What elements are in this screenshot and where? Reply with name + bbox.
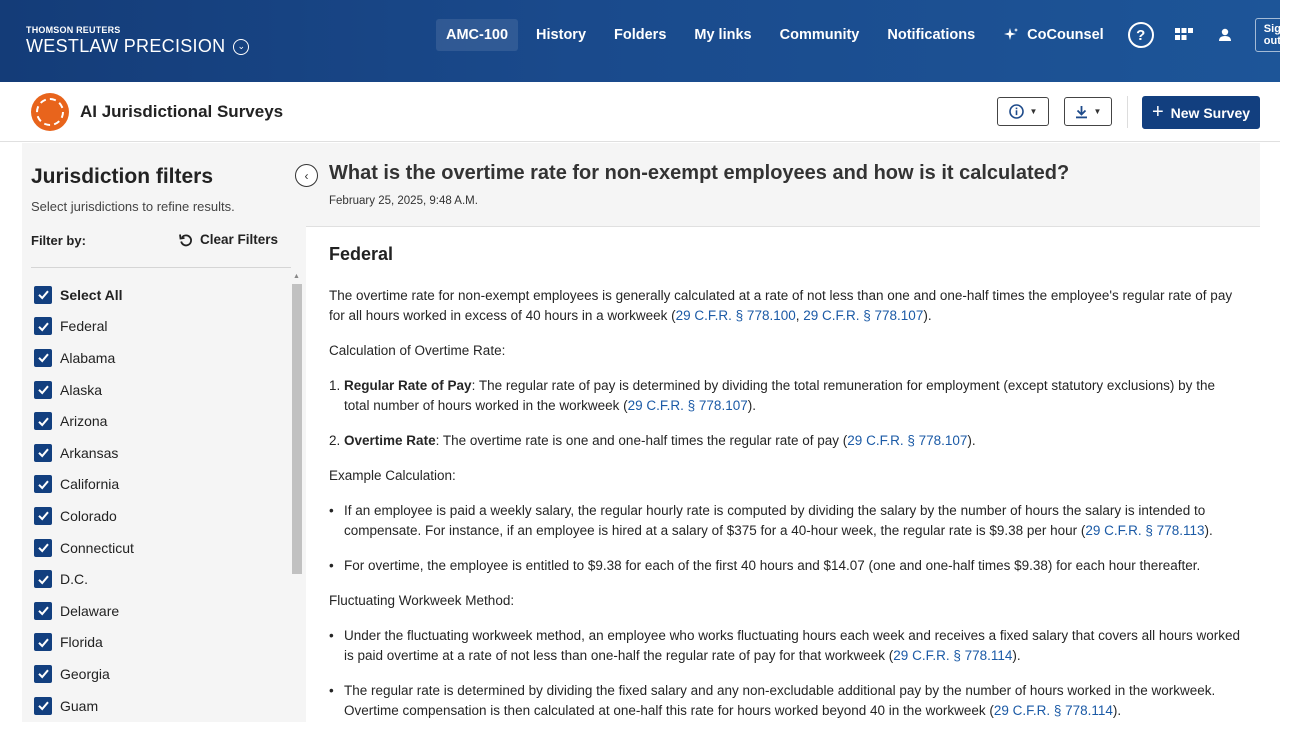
example-list bbox=[329, 501, 1244, 576]
jurisdiction-checkbox[interactable] bbox=[34, 595, 284, 627]
checkbox-label: Alaska bbox=[60, 381, 103, 398]
intro-text: The overtime rate for non-exempt employees is generally calculated at a rate of not less than one and one-half times the employee's regular rate of pay for all hours worked in excess of 40 hours in a workweek ( bbox=[329, 288, 1233, 323]
nav-item-community[interactable]: Community bbox=[779, 27, 860, 43]
checkbox-checked-icon[interactable] bbox=[34, 444, 52, 462]
jurisdiction-heading: Federal bbox=[329, 244, 394, 264]
fww-heading: Fluctuating Workweek Method: bbox=[329, 593, 515, 608]
citation-link[interactable]: 29 C.F.R. § 778.107 bbox=[803, 308, 924, 323]
info-icon bbox=[1009, 104, 1024, 119]
checkbox-label: D.C. bbox=[60, 571, 88, 588]
top-navigation-bar bbox=[0, 0, 1288, 82]
filters-title: Jurisdiction filters bbox=[31, 165, 214, 188]
survey-results bbox=[329, 243, 1244, 736]
filters-scrollbar[interactable] bbox=[291, 273, 302, 722]
jurisdiction-checkbox[interactable] bbox=[34, 690, 284, 722]
jurisdiction-checkbox[interactable] bbox=[34, 311, 284, 343]
scrollbar-thumb[interactable] bbox=[292, 284, 302, 574]
checkbox-checked-icon[interactable] bbox=[34, 381, 52, 399]
checkbox-label: Guam bbox=[60, 697, 99, 714]
nav-item-history[interactable]: History bbox=[536, 27, 587, 43]
checkbox-label: Georgia bbox=[60, 665, 110, 682]
jurisdiction-checkbox[interactable] bbox=[34, 374, 284, 406]
app-header bbox=[0, 82, 1280, 142]
nav-item-my-links[interactable]: My links bbox=[694, 27, 752, 43]
help-icon: ? bbox=[1128, 22, 1154, 48]
checkbox-label: Florida bbox=[60, 634, 103, 651]
jurisdiction-checkbox[interactable] bbox=[34, 342, 284, 374]
bullet-item bbox=[329, 626, 1244, 666]
checkbox-checked-icon[interactable] bbox=[34, 507, 52, 525]
item-term: Regular Rate of Pay bbox=[344, 378, 472, 393]
bullet-text: The regular rate is determined by dividing the fixed salary and any non-excludable additional pay by the number of hours worked in the workweek. Overtime compensation is then calculated at one-half this rate for hours worked beyond 40 in the workweek ( bbox=[344, 683, 1216, 718]
clear-filters-label: Clear Filters bbox=[199, 232, 278, 247]
calculation-item bbox=[329, 376, 1244, 416]
fww-list bbox=[329, 626, 1244, 721]
sparkle-icon bbox=[1003, 27, 1019, 43]
checkbox-checked-icon[interactable] bbox=[34, 697, 52, 715]
bullet-item bbox=[329, 501, 1244, 541]
info-dropdown-button[interactable] bbox=[997, 97, 1049, 126]
nav-item-cocounsel[interactable] bbox=[993, 19, 1114, 51]
item-term: Overtime Rate bbox=[344, 433, 436, 448]
citation-link[interactable]: 29 C.F.R. § 778.107 bbox=[847, 433, 968, 448]
ai-surveys-logo bbox=[31, 93, 69, 131]
select-all-checkbox[interactable] bbox=[34, 279, 284, 311]
citation-link[interactable]: 29 C.F.R. § 778.113 bbox=[1085, 523, 1205, 538]
checkbox-checked-icon[interactable] bbox=[34, 349, 52, 367]
collapse-sidebar-button[interactable] bbox=[295, 164, 318, 187]
item-number: 1. bbox=[329, 378, 341, 393]
checkbox-label: Delaware bbox=[60, 602, 120, 619]
bullet-end: ). bbox=[1012, 648, 1021, 663]
intro-paragraph bbox=[329, 286, 1244, 326]
help-button[interactable] bbox=[1128, 22, 1154, 48]
checkbox-checked-icon[interactable] bbox=[34, 475, 52, 493]
filter-by-label: Filter by: bbox=[31, 233, 86, 248]
header-divider bbox=[1127, 96, 1128, 128]
new-survey-button[interactable] bbox=[1142, 96, 1260, 129]
checkbox-label: Alabama bbox=[60, 349, 116, 366]
brand-logo[interactable] bbox=[26, 25, 249, 57]
clear-filters-button[interactable] bbox=[179, 232, 278, 247]
jurisdiction-checkbox[interactable] bbox=[34, 469, 284, 501]
item-text: : The overtime rate is one and one-half times the regular rate of pay ( bbox=[435, 433, 848, 448]
new-survey-label: New Survey bbox=[1170, 104, 1251, 121]
download-dropdown-button[interactable] bbox=[1064, 97, 1112, 126]
calculation-item bbox=[329, 431, 1244, 451]
bullet-text: For overtime, the employee is entitled to $9.38 for each of the first 40 hours and $14.07 (one and one-half times $9.38) for each hour thereafter. bbox=[344, 558, 1201, 573]
checkbox-checked-icon[interactable] bbox=[34, 317, 52, 335]
checkbox-checked-icon[interactable] bbox=[34, 602, 52, 620]
user-profile-button[interactable] bbox=[1214, 22, 1235, 48]
download-icon bbox=[1075, 105, 1088, 119]
plus-icon: + bbox=[1151, 100, 1164, 123]
jurisdiction-checkbox-list bbox=[34, 279, 284, 721]
survey-question: What is the overtime rate for non-exempt employees and how is it calculated? bbox=[329, 162, 1070, 184]
item-number: 2. bbox=[329, 433, 341, 448]
jurisdiction-checkbox[interactable] bbox=[34, 627, 284, 659]
survey-question-header bbox=[306, 143, 1260, 227]
caret-down-icon: ▼ bbox=[1093, 107, 1102, 116]
bullet-end: ). bbox=[1112, 703, 1122, 718]
cocounsel-label: CoCounsel bbox=[1027, 27, 1104, 43]
app-title: AI Jurisdictional Surveys bbox=[80, 102, 284, 121]
apps-grid-button[interactable] bbox=[1174, 22, 1195, 48]
chevron-left-icon: ‹ bbox=[304, 168, 309, 183]
survey-date: February 25, 2025, 9:48 A.M. bbox=[329, 195, 478, 207]
citation-link[interactable]: 29 C.F.R. § 778.107 bbox=[627, 398, 748, 413]
checkbox-label: Select All bbox=[60, 286, 123, 303]
scroll-up-arrow-icon[interactable]: ▲ bbox=[293, 273, 300, 280]
checkbox-checked-icon[interactable] bbox=[34, 412, 52, 430]
nav-item-folders[interactable]: Folders bbox=[614, 27, 667, 43]
checkbox-checked-icon[interactable] bbox=[34, 665, 52, 683]
brand-top-text: THOMSON REUTERS bbox=[26, 25, 121, 35]
jurisdiction-checkbox[interactable] bbox=[34, 405, 284, 437]
checkbox-label: Colorado bbox=[60, 507, 117, 524]
intro-end: ). bbox=[923, 308, 932, 323]
checkbox-label: Connecticut bbox=[60, 539, 134, 556]
checkbox-label: Arkansas bbox=[60, 444, 119, 461]
checkbox-checked-icon[interactable] bbox=[34, 539, 52, 557]
citation-link[interactable]: 29 C.F.R. § 778.114 bbox=[993, 703, 1113, 718]
nav-item-client-id[interactable]: AMC-100 bbox=[436, 19, 518, 51]
item-end: ). bbox=[967, 433, 976, 448]
jurisdiction-checkbox[interactable] bbox=[34, 500, 284, 532]
citation-separator: , bbox=[795, 308, 804, 323]
jurisdiction-checkbox[interactable] bbox=[34, 532, 284, 564]
checkbox-checked-icon[interactable] bbox=[34, 286, 52, 304]
apps-grid-icon bbox=[1175, 27, 1193, 43]
chevron-down-icon[interactable]: ⌄ bbox=[233, 39, 249, 55]
checkbox-checked-icon[interactable] bbox=[34, 633, 52, 651]
nav-item-notifications[interactable]: Notifications bbox=[887, 27, 976, 43]
filters-subtitle: Select jurisdictions to refine results. bbox=[31, 199, 235, 214]
filters-divider bbox=[31, 267, 291, 268]
checkbox-label: Arizona bbox=[60, 413, 108, 430]
sign-out-button[interactable]: Sign out bbox=[1255, 18, 1308, 52]
example-heading: Example Calculation: bbox=[329, 468, 456, 483]
calculation-heading: Calculation of Overtime Rate: bbox=[329, 343, 506, 358]
bullet-end: ). bbox=[1204, 523, 1213, 538]
bullet-item bbox=[329, 681, 1244, 721]
bullet-text: If an employee is paid a weekly salary, the regular hourly rate is computed by dividing the salary by the number of hours the salary is intended to compensate. For instance, if an employee is hired at a salary of $375 for a 40-hour week, the regular rate is $9.38 per hour ( bbox=[344, 503, 1206, 538]
citation-link[interactable]: 29 C.F.R. § 778.114 bbox=[893, 648, 1013, 663]
reset-icon bbox=[179, 233, 193, 247]
calculation-list bbox=[329, 376, 1244, 451]
caret-down-icon: ▼ bbox=[1029, 107, 1038, 116]
bullet-item bbox=[329, 556, 1244, 576]
item-text: : The regular rate of pay is determined by dividing the total remuneration for employment (except statutory exclusions) by the total number of hours worked in the workweek ( bbox=[344, 378, 1215, 413]
jurisdiction-checkbox[interactable] bbox=[34, 658, 284, 690]
checkbox-checked-icon[interactable] bbox=[34, 570, 52, 588]
jurisdiction-filters-panel bbox=[22, 143, 306, 722]
main-nav bbox=[436, 19, 1308, 51]
checkbox-label: California bbox=[60, 476, 120, 493]
item-end: ). bbox=[747, 398, 756, 413]
bullet-text: Under the fluctuating workweek method, an employee who works fluctuating hours each week and receives a fixed salary that covers all hours worked is paid overtime at a rate of not less than one-half the regular rate of pay for that workweek ( bbox=[344, 628, 1240, 663]
checkbox-label: Federal bbox=[60, 318, 108, 335]
user-icon bbox=[1218, 28, 1232, 42]
jurisdiction-checkbox[interactable] bbox=[34, 563, 284, 595]
jurisdiction-checkbox[interactable] bbox=[34, 437, 284, 469]
citation-link[interactable]: 29 C.F.R. § 778.100 bbox=[675, 308, 796, 323]
brand-main-text: WESTLAW PRECISION bbox=[26, 36, 226, 56]
